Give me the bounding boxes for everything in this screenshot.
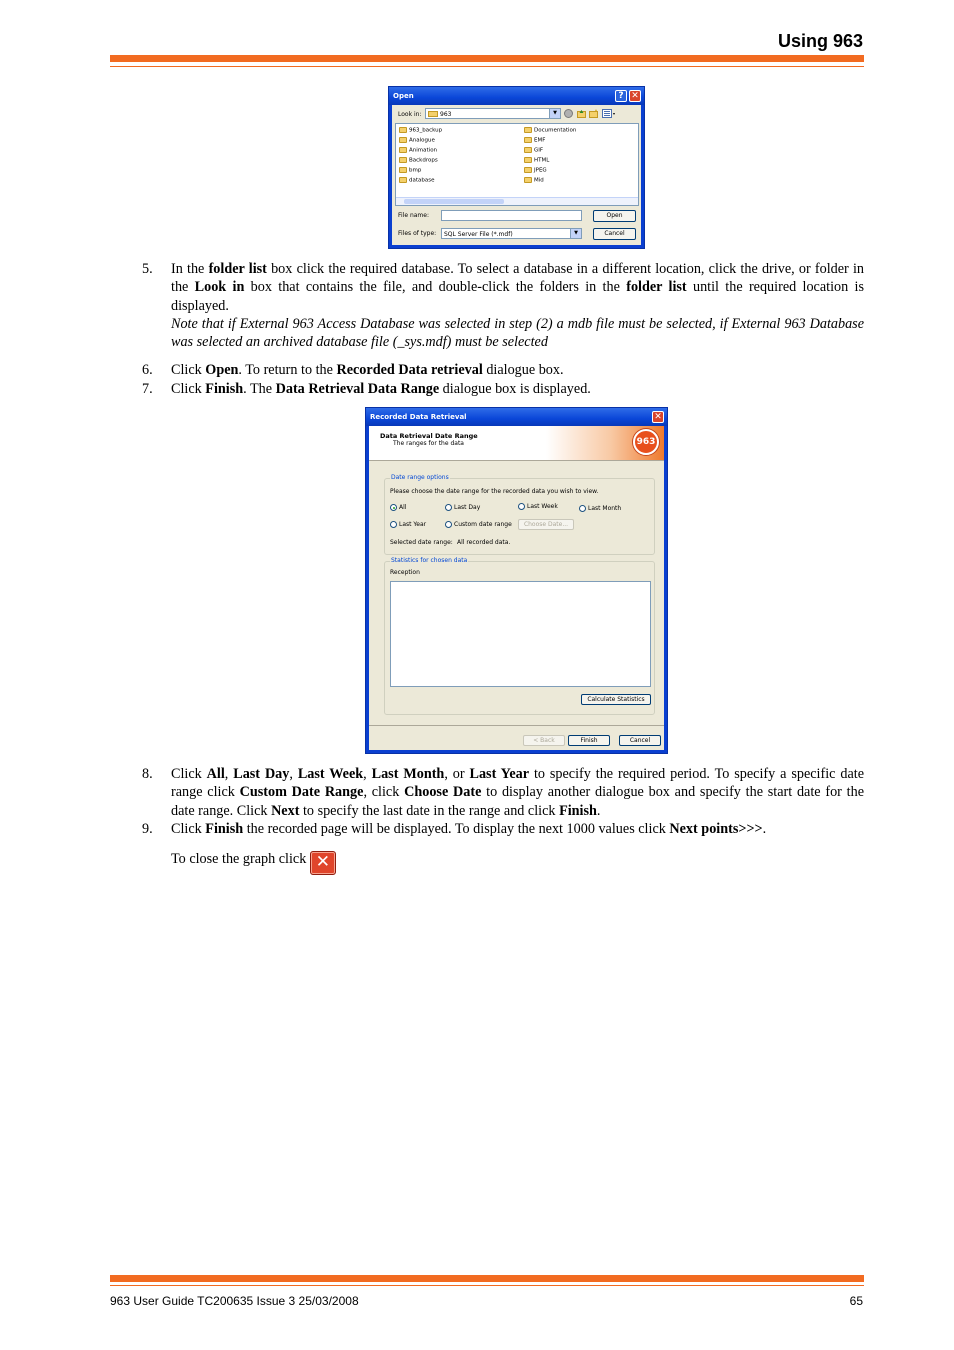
selected-range-value: All recorded data.	[457, 539, 511, 546]
footer-doc-reference: 963 User Guide TC200635 Issue 3 25/03/2008	[110, 1294, 359, 1308]
step-text-run: to specify the required period. To specify a specific date range click	[171, 766, 864, 801]
group-title: Statistics for chosen data	[391, 557, 468, 564]
step-text	[171, 380, 864, 398]
page-header-title: Using 963	[777, 31, 863, 51]
folder-icon	[524, 127, 532, 133]
radio-label: Last Week	[527, 503, 558, 510]
rdr-title-bar	[366, 408, 667, 426]
radio-label: Last Month	[588, 505, 622, 512]
recorded-data-retrieval-dialog	[365, 407, 668, 754]
folder-icon	[399, 147, 407, 153]
step-7	[142, 380, 864, 399]
step-text	[171, 361, 864, 379]
folder-icon	[524, 177, 532, 183]
header-rule-thin	[110, 66, 864, 67]
open-dialog-client	[392, 105, 641, 245]
step-number: 7.	[142, 381, 153, 397]
up-folder-icon[interactable]	[577, 109, 586, 118]
step-text-run: Click	[171, 821, 206, 837]
radio-icon	[390, 521, 397, 528]
wizard-header	[369, 426, 664, 461]
folder-name: Analogue	[409, 137, 435, 144]
radio-custom-date-range[interactable]	[445, 521, 512, 528]
step-text-run: .	[596, 802, 601, 819]
folder-icon	[399, 167, 407, 173]
back-button[interactable]: < Back	[523, 735, 565, 746]
list-item[interactable]	[524, 177, 544, 185]
step-text-run: . The	[243, 381, 276, 397]
folder-name: Mid	[534, 177, 544, 184]
folder-icon	[524, 157, 532, 163]
step-text-bold: Look in	[194, 279, 245, 296]
step-text-run: . To return to the	[238, 362, 337, 378]
help-icon[interactable]: ?	[615, 90, 627, 102]
logo-963: 963	[633, 429, 659, 455]
list-item[interactable]	[524, 167, 547, 175]
close-icon[interactable]: ✕	[652, 411, 664, 423]
step-text	[171, 765, 864, 820]
step-text-run: until the required location is displayed.	[171, 279, 864, 314]
folder-name: Animation	[409, 147, 438, 154]
step-text-run: Click	[171, 381, 206, 397]
folder-name: HTML	[534, 157, 550, 164]
rdr-client	[369, 426, 664, 750]
choose-date-button[interactable]: Choose Date...	[518, 519, 574, 530]
list-item[interactable]	[524, 147, 543, 155]
radio-label: All	[399, 504, 407, 511]
step-text-bold: Custom Date Range	[239, 784, 364, 801]
step-text-bold: Finish	[205, 381, 244, 397]
list-item[interactable]	[399, 157, 438, 165]
step-text-bold: Last Month	[371, 766, 445, 782]
chevron-down-icon[interactable]: ▼	[570, 229, 581, 238]
step-text-bold: Finish	[559, 802, 597, 819]
file-name-input[interactable]	[441, 210, 582, 221]
scrollbar-thumb[interactable]	[404, 199, 504, 204]
reception-label: Reception	[390, 569, 420, 576]
wizard-heading: Data Retrieval Date Range	[380, 432, 478, 440]
radio-icon	[518, 503, 525, 510]
close-icon[interactable]: ✕	[629, 90, 641, 102]
look-in-value: 963	[440, 111, 452, 118]
list-item[interactable]	[524, 127, 576, 135]
new-folder-icon[interactable]	[589, 109, 598, 118]
statistics-output-box	[390, 581, 651, 687]
folder-icon	[524, 137, 532, 143]
folder-icon	[399, 137, 407, 143]
list-item[interactable]	[399, 147, 437, 155]
cancel-button[interactable]: Cancel	[619, 735, 661, 746]
step-text-run: box click the required database. To select a database in a different location, click the drive, or folder in the	[171, 261, 864, 296]
folder-name: Documentation	[534, 127, 577, 134]
folder-name: JPEG	[534, 167, 547, 174]
step-6	[142, 361, 864, 380]
close-graph-line	[171, 850, 864, 875]
step-text-bold: Last Year	[469, 766, 530, 782]
cancel-button[interactable]: Cancel	[593, 228, 636, 240]
radio-last-week[interactable]	[518, 503, 558, 510]
step-number: 8.	[142, 766, 153, 782]
radio-label: Custom date range	[454, 521, 512, 528]
folder-name: database	[409, 177, 435, 184]
step-text-bold: Last Day	[233, 766, 290, 782]
date-range-prompt: Please choose the date range for the recorded data you wish to view.	[390, 488, 599, 495]
radio-label: Last Day	[454, 504, 481, 511]
radio-icon	[390, 504, 397, 511]
files-of-type-label: Files of type:	[398, 230, 437, 237]
folder-name: EMF	[534, 137, 546, 144]
chevron-down-icon[interactable]: ▼	[549, 109, 560, 118]
step-text-bold: Recorded Data retrieval	[336, 362, 483, 378]
step-text-bold: Choose Date	[404, 784, 482, 801]
radio-icon	[445, 521, 452, 528]
list-item[interactable]	[399, 127, 442, 135]
step-text-bold: Next points>>>	[669, 821, 763, 837]
look-in-combo[interactable]	[425, 108, 561, 119]
folder-name: GIF	[534, 147, 544, 154]
group-title: Date range options	[391, 474, 449, 481]
view-menu-icon[interactable]	[602, 109, 616, 118]
radio-icon	[445, 504, 452, 511]
step-9	[142, 820, 864, 872]
list-item[interactable]	[399, 167, 421, 175]
list-item[interactable]	[524, 157, 549, 165]
page-number: 65	[849, 1294, 863, 1308]
step-text-run: .	[762, 821, 767, 837]
footer-rule	[110, 1275, 864, 1282]
step-text-bold: Open	[205, 362, 239, 378]
step-text-run: , or	[444, 766, 470, 782]
list-item[interactable]	[524, 137, 545, 145]
folder-icon	[399, 157, 407, 163]
folder-icon	[524, 167, 532, 173]
step-text-bold: Data Retrieval Data Range	[275, 381, 440, 397]
step-note: Note that if External 963 Access Database was selected in step (2) a mdb file must be selected, if External 963 Database was selected an archived database file (_sys.mdf) must be selected	[171, 315, 864, 351]
step-text-bold: Next	[271, 802, 300, 819]
wizard-subheading: The ranges for the data	[393, 440, 464, 447]
step-text-run: to specify the last date in the range and click	[299, 802, 560, 819]
horizontal-scrollbar[interactable]	[396, 197, 638, 205]
step-text-bold: All	[206, 766, 225, 782]
step-text-run: dialogue box is displayed.	[439, 381, 591, 397]
folder-icon	[524, 147, 532, 153]
folder-icon	[399, 127, 407, 133]
folder-icon	[428, 110, 438, 117]
step-text-run: ,	[289, 766, 298, 782]
open-dialog-title-bar	[389, 87, 644, 105]
finish-button[interactable]: Finish	[568, 735, 610, 746]
step-text-run: box that contains the file, and double-click the folders in the	[244, 279, 627, 296]
files-of-type-select[interactable]	[441, 228, 582, 239]
step-text-run: to display another dialogue box and specify the start date for the date range. Click	[171, 784, 864, 819]
radio-all[interactable]	[390, 504, 406, 511]
step-text-bold: Last Week	[297, 766, 364, 782]
look-in-label: Look in:	[398, 111, 422, 118]
list-item[interactable]	[399, 177, 435, 185]
folder-name: bmp	[409, 167, 422, 174]
step-8	[142, 765, 864, 821]
folder-name: 963_backup	[409, 127, 443, 134]
step-number: 6.	[142, 362, 153, 378]
rdr-dialog-title: Recorded Data Retrieval	[370, 413, 467, 421]
header-rule	[110, 55, 864, 62]
step-text-bold: folder list	[626, 279, 687, 296]
step-number: 5.	[142, 261, 153, 277]
step-5	[142, 260, 864, 355]
step-text	[171, 820, 864, 875]
open-dialog-title: Open	[393, 92, 414, 100]
step-text-run: dialogue box.	[482, 362, 564, 378]
footer-rule-thin	[110, 1285, 864, 1286]
step-text	[171, 260, 864, 351]
file-name-label: File name:	[398, 212, 429, 219]
open-dialog	[388, 86, 645, 249]
radio-last-day[interactable]	[445, 504, 480, 511]
step-text-run: , click	[363, 784, 405, 801]
open-button[interactable]: Open	[593, 210, 636, 222]
folder-icon	[399, 177, 407, 183]
footer-divider	[369, 725, 664, 726]
folder-list[interactable]	[395, 123, 639, 206]
back-icon[interactable]	[564, 109, 573, 118]
radio-last-month[interactable]	[579, 505, 621, 512]
step-number: 9.	[142, 821, 153, 837]
calculate-statistics-button[interactable]: Calculate Statistics	[581, 694, 651, 705]
selected-range-label: Selected date range:	[390, 539, 453, 546]
step-text-run: the recorded page will be displayed. To display the next 1000 values click	[243, 821, 670, 837]
step-text-run: ,	[363, 766, 372, 782]
step-text-bold: folder list	[208, 261, 267, 277]
files-of-type-value: SQL Server File (*.mdf)	[444, 231, 513, 238]
radio-label: Last Year	[399, 521, 427, 528]
step-text-run: In the	[171, 261, 209, 277]
step-text-run: Click	[171, 362, 206, 378]
radio-icon	[579, 505, 586, 512]
step-text-bold: Finish	[205, 821, 244, 837]
close-icon: ✕	[310, 851, 336, 875]
folder-name: Backdrops	[409, 157, 438, 164]
date-range-options-group	[384, 474, 655, 555]
list-item[interactable]	[399, 137, 435, 145]
step-text-run: ,	[224, 766, 234, 782]
step-text-run: Click	[171, 766, 207, 782]
radio-last-year[interactable]	[390, 521, 426, 528]
close-graph-text: To close the graph click	[171, 851, 310, 868]
